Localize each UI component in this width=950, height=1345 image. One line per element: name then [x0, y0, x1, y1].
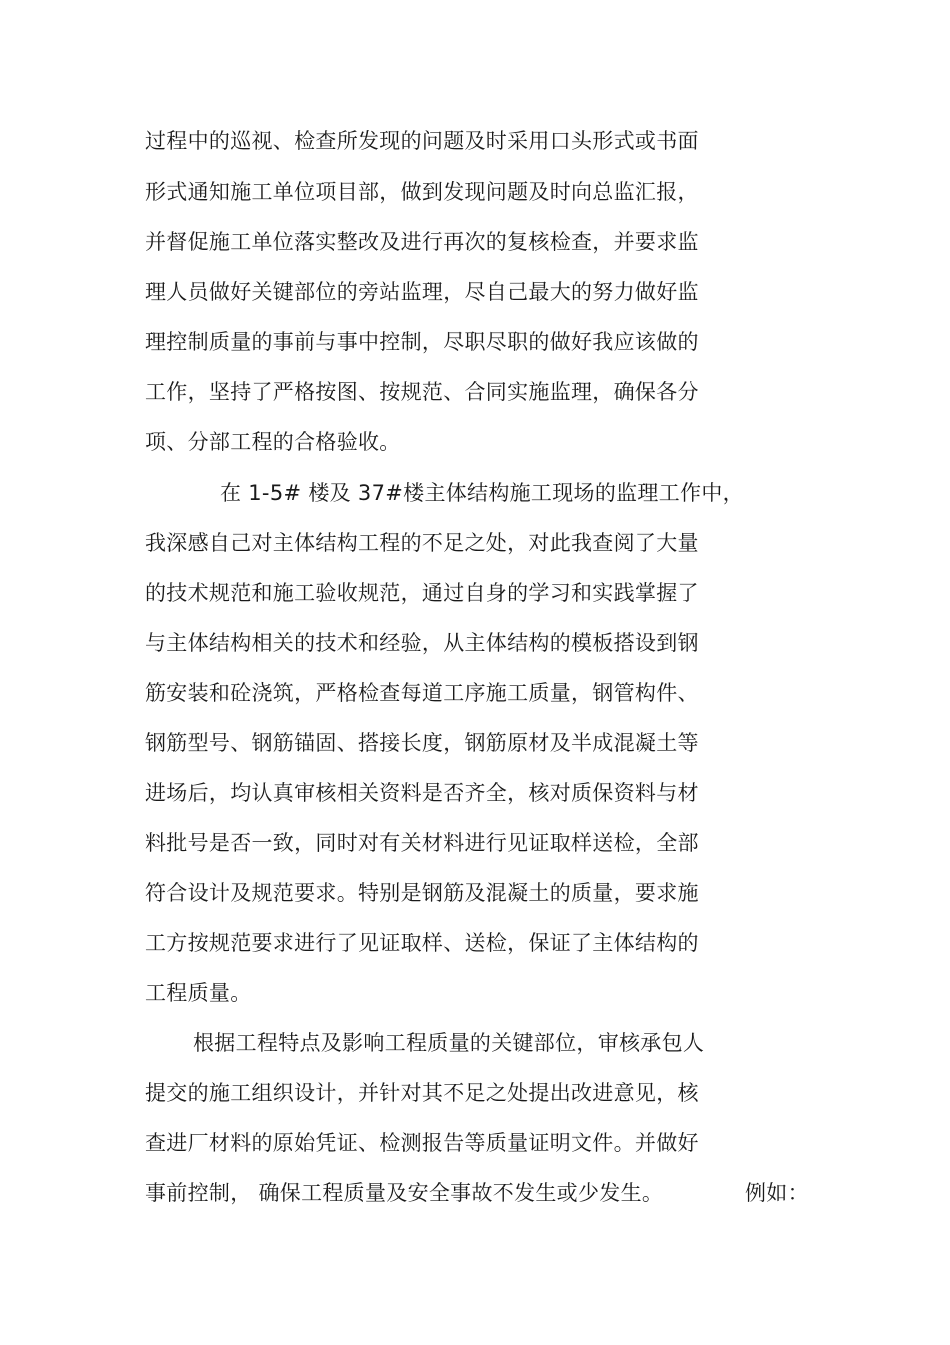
text-line: 工方按规范要求进行了见证取样、送检，保证了主体结构的: [145, 931, 699, 955]
paragraph-start-line: 在 1-5# 楼及 37#楼主体结构施工现场的监理工作中，: [220, 481, 744, 505]
text-line: 项、分部工程的合格验收。: [145, 430, 401, 454]
text-line: 的技术规范和施工验收规范，通过自身的学习和实践掌握了: [145, 581, 699, 605]
text-line: 符合设计及规范要求。特别是钢筋及混凝土的质量，要求施: [145, 881, 699, 905]
text-line: 提交的施工组织设计，并针对其不足之处提出改进意见，核: [145, 1081, 699, 1105]
text-line: 形式通知施工单位项目部，做到发现问题及时向总监汇报，: [145, 180, 699, 204]
text-line: 工作，坚持了严格按图、按规范、合同实施监理，确保各分: [145, 380, 699, 404]
text-line: 查进厂材料的原始凭证、检测报告等质量证明文件。并做好: [145, 1131, 699, 1155]
text-line: 工程质量。: [145, 981, 252, 1005]
text-line: 并督促施工单位落实整改及进行再次的复核检查，并要求监: [145, 230, 699, 254]
text-line: 过程中的巡视、检查所发现的问题及时采用口头形式或书面: [145, 129, 699, 153]
text-line: 与主体结构相关的技术和经验，从主体结构的模板搭设到钢: [145, 631, 699, 655]
paragraph-start-line: 根据工程特点及影响工程质量的关键部位，审核承包人: [193, 1031, 705, 1055]
text-line: 进场后，均认真审核相关资料是否齐全，核对质保资料与材: [145, 781, 699, 805]
example-label: 例如：: [745, 1181, 809, 1205]
text-line: 料批号是否一致，同时对有关材料进行见证取样送检，全部: [145, 831, 699, 855]
text-line: 理控制质量的事前与事中控制，尽职尽职的做好我应该做的: [145, 330, 699, 354]
text-line: 事前控制， 确保工程质量及安全事故不发生或少发生。: [145, 1181, 664, 1205]
text-line: 筋安装和砼浇筑，严格检查每道工序施工质量，钢管构件、: [145, 681, 699, 705]
text-line: 我深感自己对主体结构工程的不足之处，对此我查阅了大量: [145, 531, 699, 555]
text-line: 钢筋型号、钢筋锚固、搭接长度，钢筋原材及半成混凝土等: [145, 731, 699, 755]
text-line: 理人员做好关键部位的旁站监理，尽自己最大的努力做好监: [145, 280, 699, 304]
